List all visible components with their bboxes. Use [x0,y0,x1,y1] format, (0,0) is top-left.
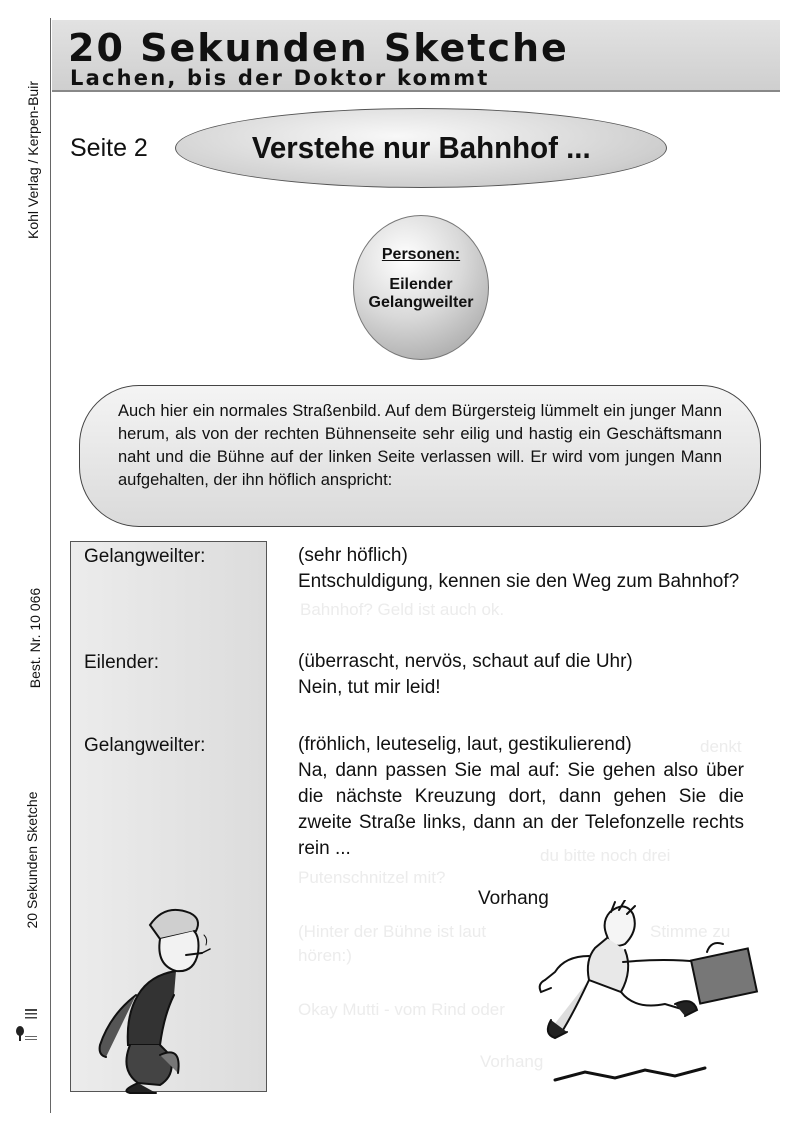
persons-circle [353,215,489,360]
ghost-text: (Hinter der Bühne ist laut [298,922,487,941]
curtain-label: Vorhang [478,888,549,909]
spoken-line: Nein, tut mir leid! [298,677,441,698]
order-number: Best. Nr. 10 066 [27,587,43,689]
header-banner [52,20,780,92]
dialogue-block [298,649,744,701]
ghost-text: Vorhang [480,1052,544,1071]
persons-heading: Personen: [381,246,461,263]
ghost-text: Putenschnitzel mit? [298,868,446,887]
publisher-logo [14,1003,38,1047]
title-ellipse [175,108,667,188]
scene-description-box [79,385,761,527]
ghost-text: denkt [700,737,742,756]
book-title-side: 20 Sekunden Sketche [24,791,40,929]
ghost-text: du bitte noch drei [540,846,671,865]
ghost-text: Okay Mutti - vom Rind oder [298,1000,505,1019]
sketch-title: Verstehe nur Bahnhof ... [251,130,591,165]
speaker-label: Gelangweilter: [84,546,206,567]
ghost-text: hören:) [298,946,352,965]
book-title: 20 Sekunden Sketche [68,26,569,70]
book-subtitle: Lachen, bis der Doktor kommt [70,66,490,90]
page-label: Seite 2 [70,134,148,162]
ghost-text: Stimme zu [650,922,731,941]
dialogue-block [298,543,744,595]
hurrying-businessman-illustration [515,900,765,1100]
tree-logo-icon [14,1003,38,1043]
spoken-line: Na, dann passen Sie mal auf: Sie gehen also über die nächste Kreuzung dort, dann gehen Sie die zweite Straße links, dann an der Telefonzelle rechts rein ... [298,760,744,859]
person-name: Eilender [389,276,453,293]
publisher-label: Kohl Verlag / Kerpen-Buir [25,81,41,239]
dialogue-block [298,732,744,862]
spoken-line: Entschuldigung, kennen sie den Weg zum Bahnhof? [298,571,740,592]
stage-direction: (sehr höflich) [298,545,408,566]
ghost-text: Bahnhof? Geld ist auch ok. [300,600,505,619]
person-name: Gelangweilter [368,294,474,311]
margin-rule [50,18,51,1113]
speaker-label: Eilender: [84,652,159,673]
scene-description: Auch hier ein normales Straßenbild. Auf dem Bürgersteig lümmelt ein junger Mann herum, als von der rechten Bühnenseite sehr eilig und hastig ein Geschäftsmann naht und die Bühne auf der linken Seite verlassen will. Er wird vom jungen Mann aufgehalten, der ihn höflich anspricht: [118,402,722,489]
stage-direction: (überrascht, nervös, schaut auf die Uhr) [298,651,633,672]
lazy-young-man-illustration [90,895,220,1095]
stage-direction: (fröhlich, leuteselig, laut, gestikulierend) [298,734,632,755]
speaker-label: Gelangweilter: [84,735,206,756]
